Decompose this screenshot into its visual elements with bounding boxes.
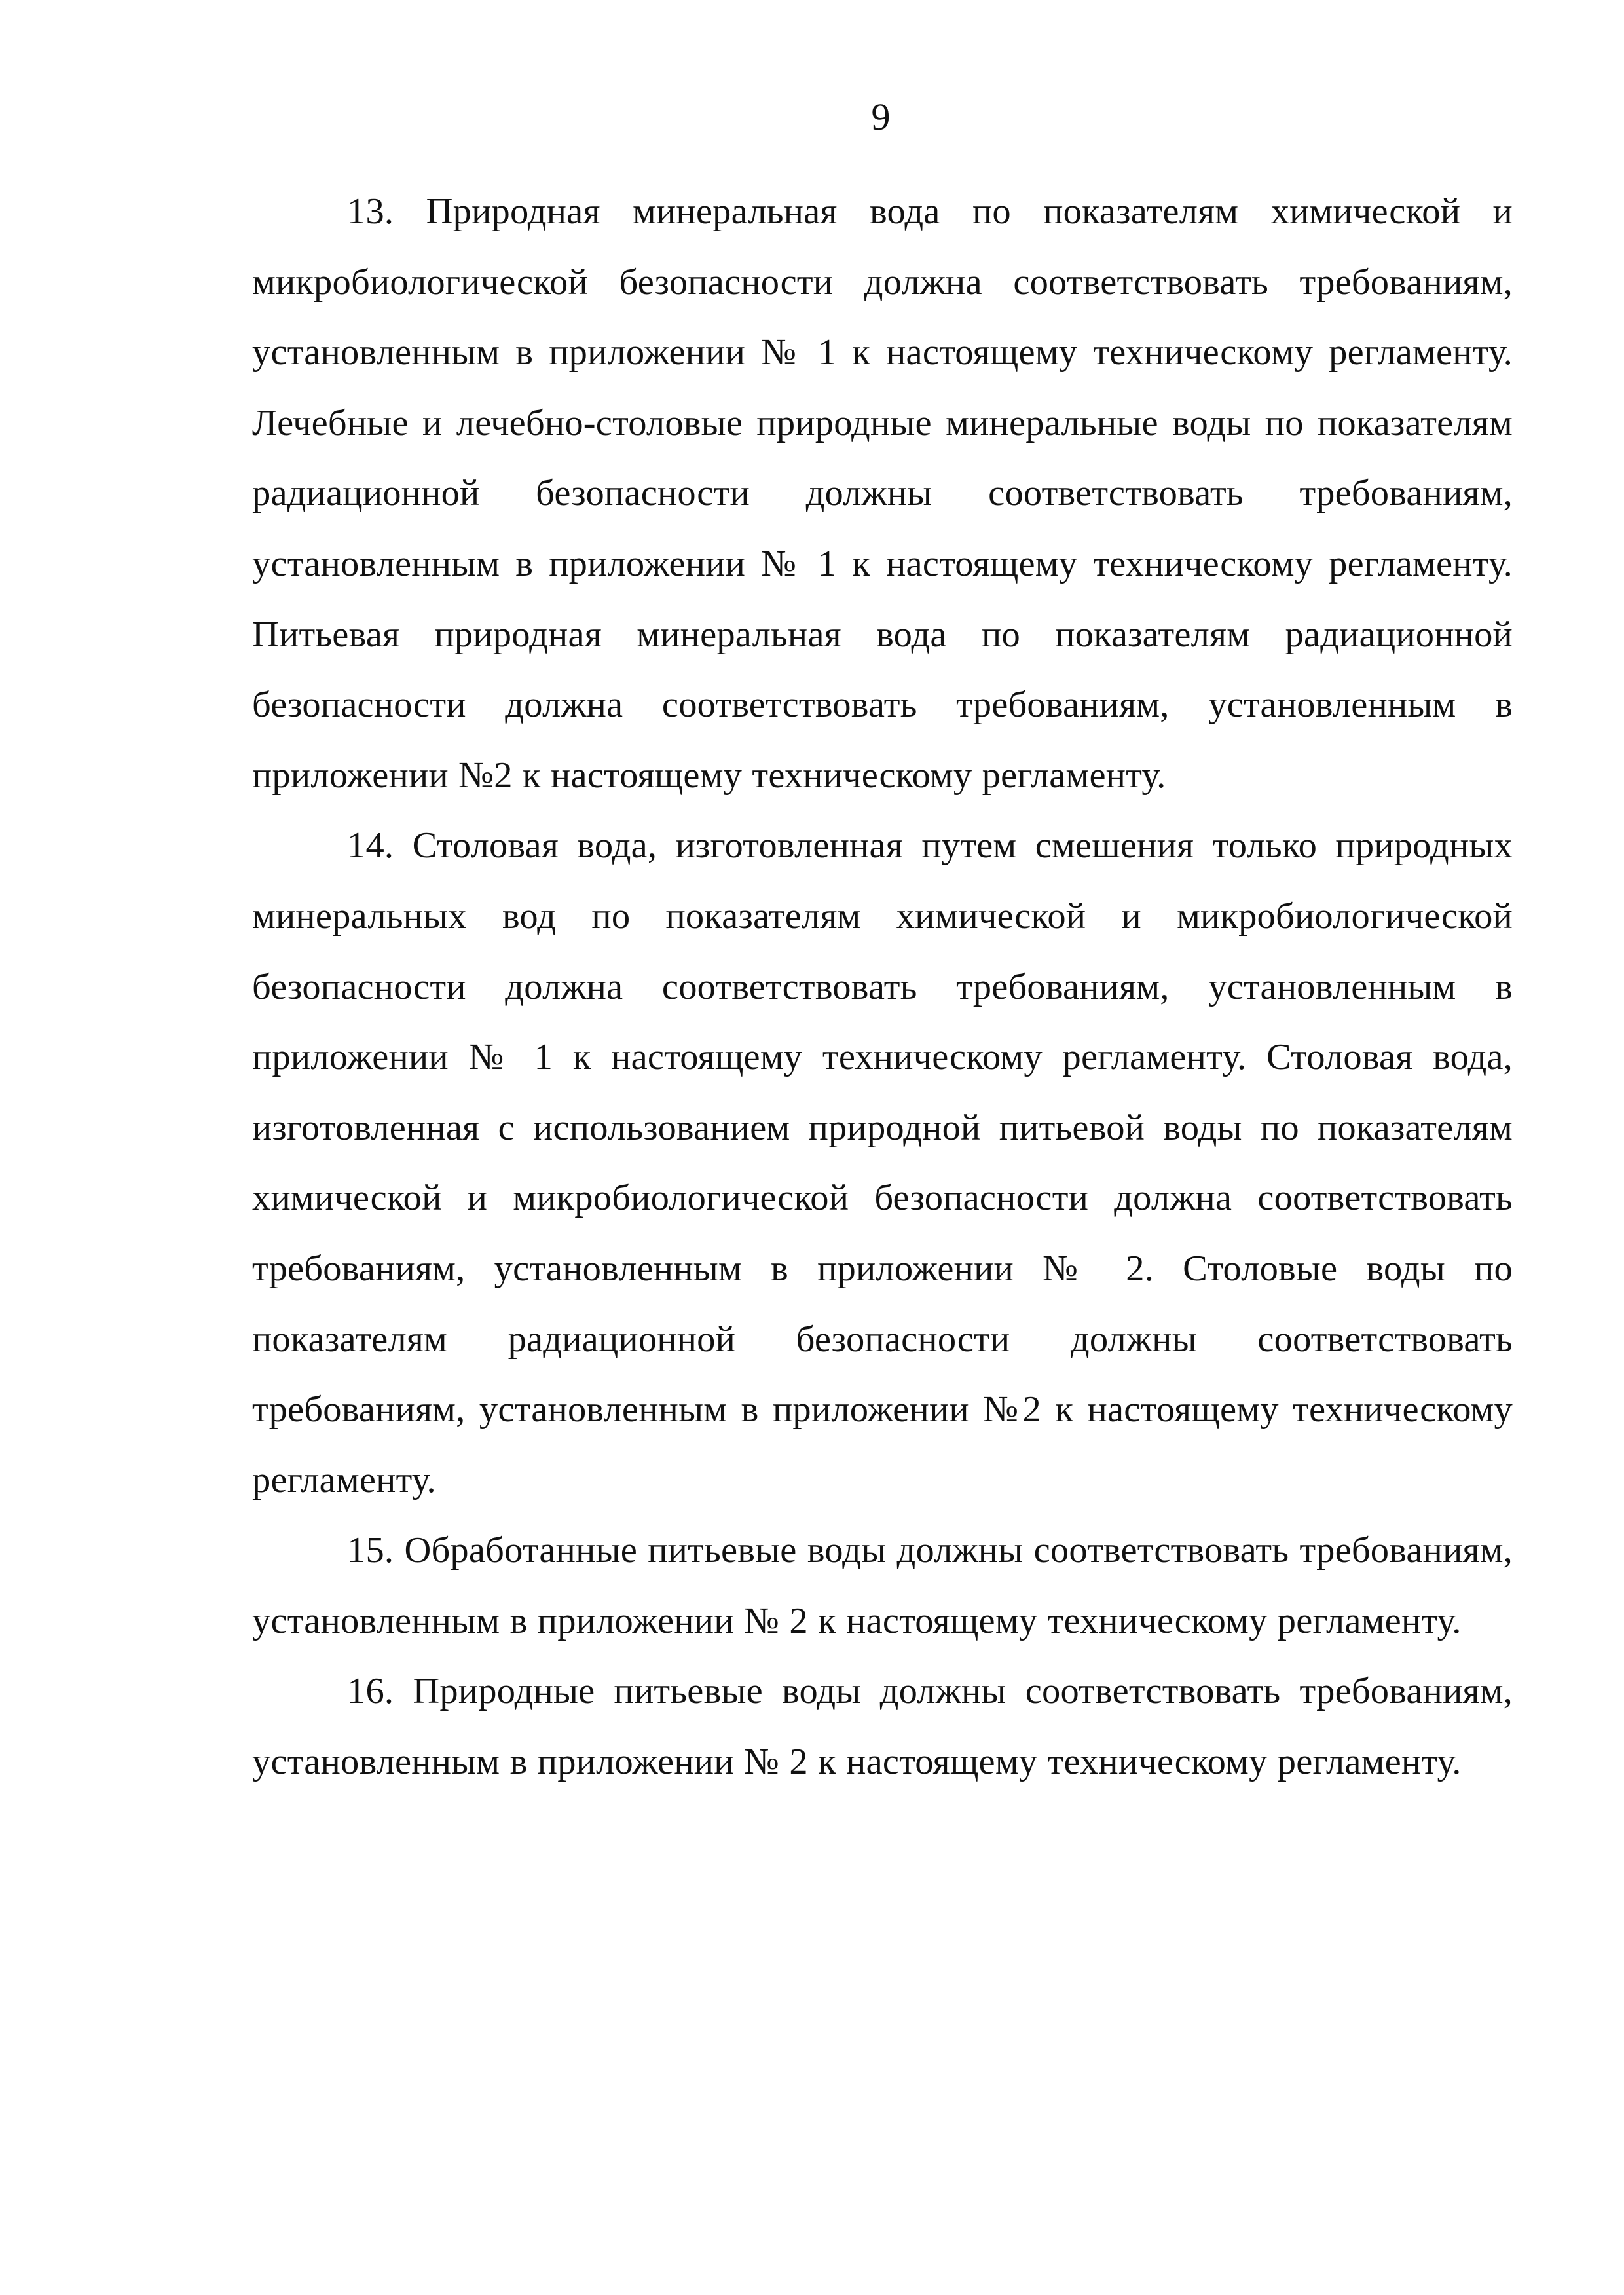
paragraph-13: 13. Природная минеральная вода по показателям химической и микробиологической безопасности должна соответствовать требованиям, установленным в приложении № 1 к настоящему техническому регламенту. Лечебные и лечебно-столовые природные минеральные воды по показателям радиационной безопасности должны соответствовать требованиям, установленным в приложении № 1 к настоящему техническому регламенту. Питьевая природная минеральная вода по показателям радиационной безопасности должна соответствовать требованиям, установленным в приложении №2 к настоящему техническому регламенту. [252, 191, 1513, 796]
paragraph-14: 14. Столовая вода, изготовленная путем смешения только природных минеральных вод по показателям химической и микробиологической безопасности должна соответствовать требованиям, установленным в приложении № 1 к настоящему техническому регламенту. Столовая вода, изготовленная с использованием природной питьевой воды по показателям химической и микробиологической безопасности должна соответствовать требованиям, установленным в приложении № 2. Столовые воды по показателям радиационной безопасности должны соответствовать требованиям, установленным в приложении №2 к настоящему техническому регламенту. [252, 825, 1513, 1501]
paragraph-15: 15. Обработанные питьевые воды должны соответствовать требованиям, установленным в приложении № 2 к настоящему техническому регламенту. [252, 1530, 1513, 1641]
page-number: 9 [871, 96, 891, 138]
document-body [252, 177, 1513, 1798]
paragraph-16: 16. Природные питьевые воды должны соответствовать требованиям, установленным в приложении № 2 к настоящему техническому регламенту. [252, 1671, 1513, 1783]
